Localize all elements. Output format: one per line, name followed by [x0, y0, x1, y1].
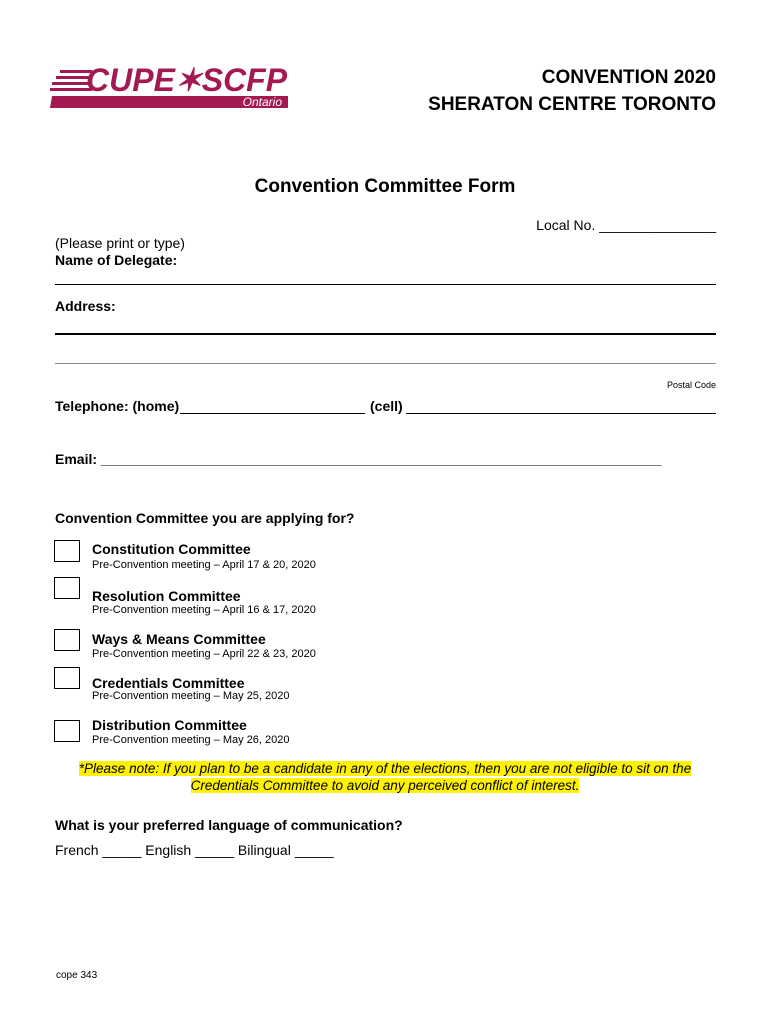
- telephone-home-line[interactable]: [180, 413, 365, 414]
- committee-name: Resolution Committee: [92, 588, 241, 604]
- language-options[interactable]: French _____ English _____ Bilingual _____: [55, 842, 334, 858]
- convention-year: CONVENTION 2020: [541, 67, 716, 88]
- committee-meeting-date: Pre-Convention meeting – April 22 & 23, 2020: [92, 648, 316, 660]
- telephone-home-label: Telephone: (home): [55, 398, 180, 414]
- cupe-scfp-logo: [50, 60, 300, 110]
- delegate-name-line[interactable]: [55, 284, 716, 285]
- committee-meeting-date: Pre-Convention meeting – April 17 & 20, 2020: [92, 559, 316, 571]
- local-no-field[interactable]: Local No. _______________: [536, 217, 716, 233]
- committee-name: Distribution Committee: [92, 717, 247, 733]
- convention-header: [428, 64, 716, 118]
- telephone-cell-label: (cell): [370, 398, 403, 414]
- ways-means-committee-checkbox[interactable]: [54, 629, 80, 651]
- print-instruction: (Please print or type): [55, 235, 185, 251]
- email-field[interactable]: Email: ________________________________________________________________________: [55, 451, 662, 467]
- committee-name: Constitution Committee: [92, 541, 251, 557]
- address-line-1[interactable]: [55, 333, 716, 335]
- committee-meeting-date: Pre-Convention meeting – May 25, 2020: [92, 690, 290, 702]
- delegate-name-label: Name of Delegate:: [55, 252, 178, 268]
- address-label: Address:: [55, 298, 116, 314]
- svg-text:Ontario: Ontario: [242, 95, 282, 109]
- logo-graphic: [50, 60, 300, 110]
- distribution-committee-checkbox[interactable]: [54, 720, 80, 742]
- address-line-2[interactable]: [55, 363, 716, 364]
- resolution-committee-checkbox[interactable]: [54, 577, 80, 599]
- committee-question: Convention Committee you are applying for?: [55, 510, 355, 526]
- constitution-committee-checkbox[interactable]: [54, 540, 80, 562]
- form-code: cope 343: [56, 970, 98, 981]
- eligibility-note-line-2: Credentials Committee to avoid any perceived conflict of interest.: [190, 778, 580, 793]
- committee-meeting-date: Pre-Convention meeting – April 16 & 17, 2020: [92, 604, 316, 616]
- eligibility-note-line-1: *Please note: If you plan to be a candidate in any of the elections, then you are not eligible to sit on the: [78, 761, 692, 776]
- svg-text:CUPE✶SCFP: CUPE✶SCFP: [86, 62, 288, 98]
- committee-name: Ways & Means Committee: [92, 631, 266, 647]
- committee-name: Credentials Committee: [92, 675, 245, 691]
- postal-code-label: Postal Code: [666, 380, 716, 390]
- credentials-committee-checkbox[interactable]: [54, 667, 80, 689]
- language-question: What is your preferred language of communication?: [55, 817, 403, 833]
- eligibility-note: [0, 760, 770, 794]
- committee-meeting-date: Pre-Convention meeting – May 26, 2020: [92, 734, 290, 746]
- form-title: Convention Committee Form: [254, 176, 516, 197]
- convention-venue: SHERATON CENTRE TORONTO: [428, 94, 716, 115]
- telephone-cell-line[interactable]: [406, 413, 716, 414]
